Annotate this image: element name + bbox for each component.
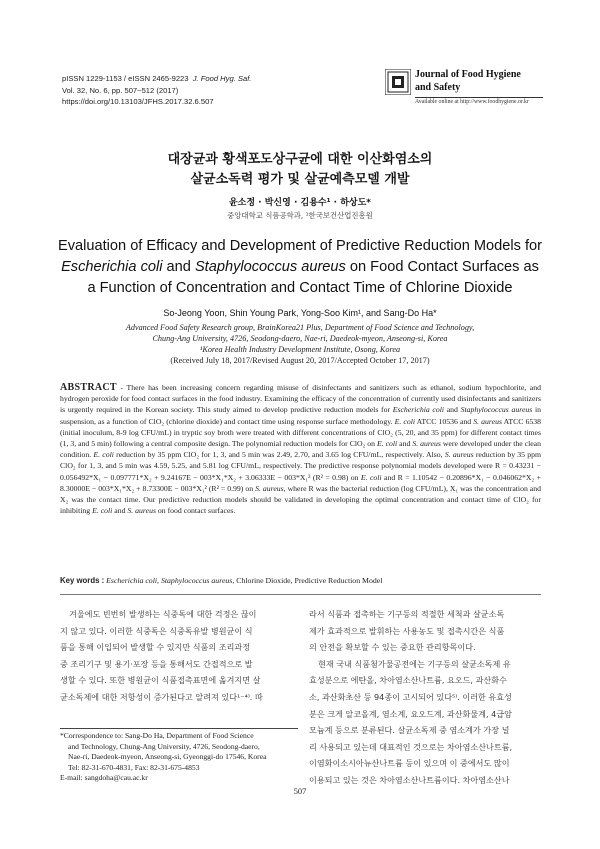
body-line: 모늄계 등으로 분류된다. 살균소독제 중 염소계가 가장 널 <box>309 725 510 736</box>
volume-line: Vol. 32, No. 6, pp. 507~512 (2017) <box>62 85 179 95</box>
english-affiliation-line-1: Advanced Food Safety Research group, BrainKorea21 Plus, Department of Food Science and Technology, <box>125 323 475 332</box>
body-line: 현재 국내 식품첨가물공전에는 기구등의 살균소독제 유 <box>318 658 511 669</box>
english-affiliation-line-3: ¹Korea Health Industry Development Institute, Osong, Korea <box>199 345 401 354</box>
footnote-line: Tel: 82-31-670-4831, Fax: 82-31-675-4853 <box>68 762 200 772</box>
korean-affiliation: 중앙대학교 식품공학과, ¹한국보건산업진흥원 <box>227 211 373 220</box>
body-line: 지 않고 있다. 이러한 식중독은 식중독유발 병원균이 식 <box>60 625 253 636</box>
issn-line: pISSN 1229-1153 / eISSN 2465-9223 J. Food Hyg. Saf. <box>62 74 252 83</box>
body-right-column <box>309 606 547 789</box>
korean-title-line-1: 대장균과 황색포도상구균에 대한 이산화염소의 <box>167 152 433 167</box>
journal-title: Journal of Food Hygiene and Safety <box>415 69 521 93</box>
body-line: 품을 통해 이입되어 발생할 수 있지만 식품의 조리과정 <box>60 642 251 653</box>
footnote-divider <box>60 728 298 729</box>
journal-abbrev: J. Food Hyg. Saf. <box>192 74 252 83</box>
masthead-divider <box>415 97 543 98</box>
body-line: 이용되고 있는 것은 차아염소산나트륨이다. 차아염소산나 <box>309 774 510 785</box>
doi-link[interactable]: https://doi.org/10.13103/JFHS.2017.32.6.507 <box>62 97 214 106</box>
english-title-line-3: a Function of Concentration and Contact Time of Chlorine Dioxide <box>87 280 513 296</box>
korean-authors: 윤소정 · 박신영 · 김용수¹ · 하상도* <box>228 198 372 208</box>
footnote-email[interactable]: E-mail: sangdoha@cau.ac.kr <box>60 773 148 783</box>
body-line: 이염화이소시아뉴산나트륨 등이 있으며 이 중에서도 많이 <box>309 758 510 769</box>
body-line: 효성분으로 에탄올, 차아염소산나트륨, 요오드, 과산화수 <box>309 675 507 686</box>
body-line: 소, 과산화초산 등 94종이 고시되어 있다⁵⁾. 이러한 유효성 <box>309 691 512 702</box>
english-authors: So-Jeong Yoon, Shin Young Park, Yong-Soo Kim¹, and Sang-Do Ha* <box>163 308 437 318</box>
received-dates: (Received July 18, 2017/Revised August 20, 2017/Accepted October 17, 2017) <box>170 356 430 365</box>
abstract: ABSTRACT - There has been increasing concern regarding misuse of disinfectants and sanitizers such as ethanol, sodium hypochlorite, and hydrogen peroxide for food contact surfaces in the food industry. Examining the efficacy of the concentration of currently used disinfectants and sanitizers is urgently required in the Korean society. This study aimed to develop predictive reduction models for Escherichia coli and Staphylococcus aureus in suspension, as a function of ClO₂ (chlorine dioxide) and contact time using response surface methodology. E. coli ATCC 10536 and S. aureus ATCC 6538 (initial inoculum, 8-9 log CFU/mL) in tryptic soy broth were treated with different concentrations of ClO₂ (5, 20, and 35 ppm) for different contact times (1, 3, and 5 min) following a central composite design. The polynomial reduction models for ClO₂ on E. coli and S. aureus were developed under the clean condition. E. coli reduction by 35 ppm ClO₂ for 1, 3, and 5 min was 2.49, 2.70, and 3.65 log CFU/mL, respectively. Also, S. aureus reduction by 35 ppm ClO₂ for 1, 3, and 5 min was 4.59, 5.25, and 5.81 log CFU/mL, respectively. The predictive response polynomial models developed were R = 0.43231 − 0.056492*X₁ − 0.097771*X₂ + 9.24167E − 003*X₁*X₂ + 3.06333E − 003*X₁² (R² = 0.98) on E. coli and R = 1.10542 − 0.20896*X₁ − 0.046062*X₂ + 8.30000E − 003*X₁*X₂ + 8.73300E − 003*X₁² (R² = 0.99) on S. aureus, where R was the bacterial reduction (log CFU/mL), X₁ was the concentration and X₂ was the contact time. Our predictive reduction models should be validated in developing the optimal concentration and contact time of ClO₂ for inhibiting E. coli and S. aureus on food contact surfaces. <box>60 382 542 516</box>
keywords: Key words : Escherichia coli, Staphylococcus aureus, Chlorine Dioxide, Predictive Reduction Model <box>60 576 383 585</box>
body-line: 겨울에도 빈번히 발생하는 식중독에 대한 걱정은 끊이 <box>69 609 257 619</box>
body-line: 중 조리기구 및 용기·포장 등을 통해서도 간접적으로 발 <box>60 658 253 669</box>
journal-logo-icon <box>385 69 411 95</box>
body-line: 의 안전을 확보할 수 있는 중요한 관리항목이다. <box>309 642 476 653</box>
body-line: 균소독제에 대한 저항성이 증가된다고 알려져 있다¹⁻⁴⁾. 따 <box>60 691 263 702</box>
correspondence-footnote <box>60 731 300 784</box>
english-title-line-2: Escherichia coli and Staphylococcus aureus on Food Contact Surfaces as <box>61 259 539 275</box>
english-title-line-1: Evaluation of Efficacy and Development of Predictive Reduction Models for <box>57 238 543 254</box>
keywords-divider <box>60 594 541 595</box>
journal-citation <box>62 73 251 108</box>
body-line: 분은 크게 알코올계, 염소계, 요오드계, 과산화물계, 4급암 <box>309 708 512 719</box>
english-affiliation-line-2: Chung-Ang University, 4726, Seodong-daero, Nae-ri, Daedeok-myeon, Anseong-si, Korea <box>152 334 448 343</box>
body-line: 제가 효과적으로 발휘하는 사용농도 및 접촉시간은 식품 <box>309 625 505 636</box>
abstract-label: ABSTRACT <box>60 382 117 393</box>
body-line: 라서 식품과 접촉하는 기구등의 적절한 세척과 살균소독 <box>309 609 505 619</box>
body-line: 생할 수 있다. 또한 병원균이 식품접촉표면에 옮겨지면 살 <box>60 675 261 686</box>
footnote-line: *Correspondence to: Sang-Do Ha, Department of Food Science <box>60 731 254 740</box>
page-number: 507 <box>293 787 307 796</box>
available-online[interactable]: Available online at http://www.foodhygiene.or.kr <box>415 99 529 105</box>
footnote-line: Nae-ri, Daedeok-myeon, Anseong-si, Gyeonggi-do 17546, Korea <box>68 752 267 762</box>
keywords-label: Key words : <box>60 576 105 585</box>
korean-title-line-2: 살균소독력 평가 및 살균예측모델 개발 <box>190 172 410 187</box>
body-left-column <box>60 606 300 706</box>
footnote-line: and Technology, Chung-Ang University, 4726, Seodong-daero, <box>68 741 260 751</box>
body-line: 리 사용되고 있는데 대표적인 것으로는 차아염소산나트륨, <box>309 741 513 752</box>
